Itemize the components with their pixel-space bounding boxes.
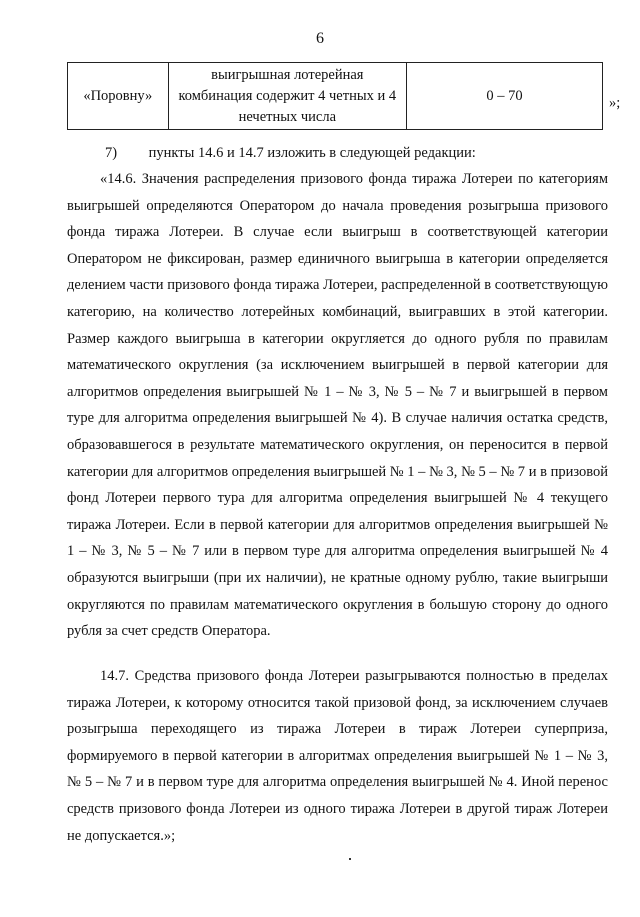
amendment-item-7	[105, 145, 476, 162]
table-row	[68, 63, 603, 130]
item-number: 7)	[105, 145, 118, 161]
paragraph-14-7: 14.7. Средства призового фонда Лотереи разыгрываются полностью в пределах тиража Лотереи, к которому относится такой призовой фонд, за исключением случаев розыгрыша переходящего из тиража Лотереи в тираж Лотереи суперприза, формируемого в первой категории в алгоритмах определения выигрышей № 1 – № 3, № 5 – № 7 и в первом туре для алгоритма определения выигрышей № 4. Иной перенос средств призового фонда Лотереи из одного тиража Лотереи в другой тираж Лотереи не допускается.»;	[67, 668, 608, 844]
page-number: 6	[316, 30, 324, 47]
item-text: пункты 14.6 и 14.7 изложить в следующей редакции:	[148, 145, 476, 161]
paragraph-14-6: «14.6. Значения распределения призового фонда тиража Лотереи по категориям выигрышей определяются Оператором до начала проведения розыгрыша призового фонда тиража Лотереи. В случае если выигрыш в соответствующей категории Оператором не фиксирован, размер единичного выигрыша в категории определяется делением части призового фонда тиража Лотереи, распределенной в соответствующую категорию, на количество лотерейных комбинаций, выигравших в этой категории. Размер каждого выигрыша в категории округляется до одного рубля по правилам математического округления (за исключением выигрышей в первой категории для алгоритмов определения выигрышей № 1 – № 3, № 5 – № 7 и выигрышей в первом туре для алгоритма определения выигрышей № 4). В случае наличия остатка средств, образовавшегося в результате математического округления, он переносится в первой категории для алгоритмов определения выигрышей № 1 – № 3, № 5 – № 7 и в призовой фонд Лотереи первого тура для алгоритма определения выигрышей № 4 текущего тиража Лотереи. Если в первой категории для алгоритмов определения выигрышей № 1 – № 3, № 5 – № 7 или в первом туре для алгоритма определения выигрышей № 4 образуются выигрыши (при их наличии), не кратные одному рублю, такие выигрыши округляются по правилам математического округления в большую сторону до одного рубля за счет средств Оператора.	[67, 171, 608, 640]
prize-share-cell: 0 – 70	[406, 63, 602, 130]
prize-category-table	[67, 62, 603, 130]
winning-combination-cell: выигрышная лотерейная комбинация содержит 4 четных и 4 нечетных числа	[168, 63, 406, 130]
table-closing-mark: »;	[609, 95, 621, 111]
category-name-cell: «Поровну»	[68, 63, 169, 130]
scan-speck	[349, 858, 351, 860]
